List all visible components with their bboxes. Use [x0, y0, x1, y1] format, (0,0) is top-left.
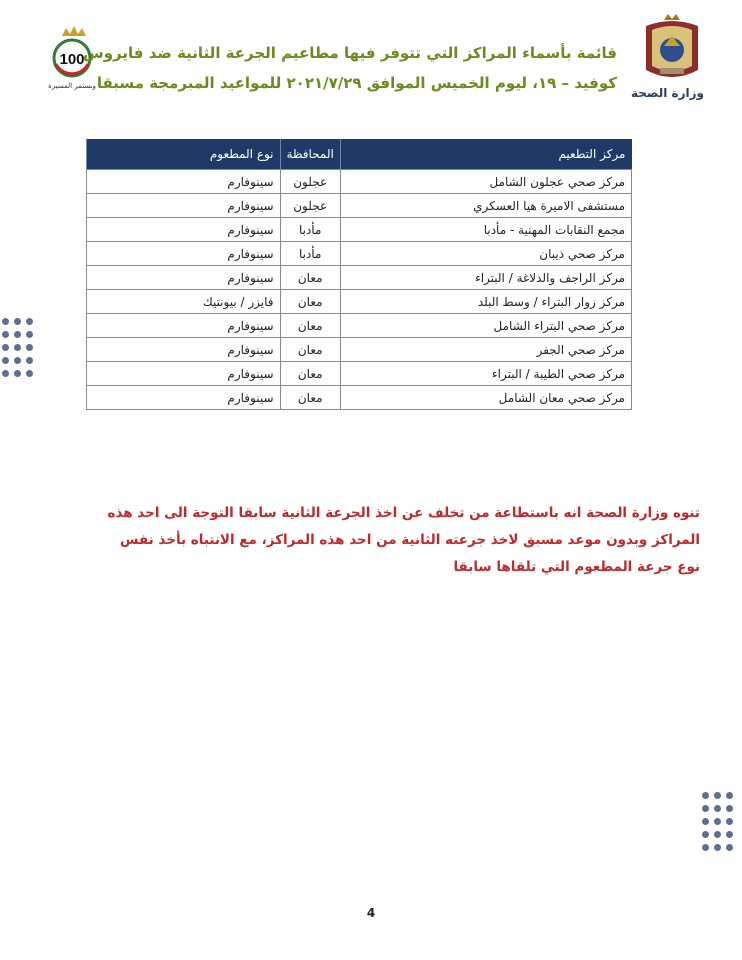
vaccine-cell: فايزر / بيونتيك	[87, 290, 281, 314]
table-row	[87, 218, 632, 242]
governorate-cell: معان	[280, 386, 340, 410]
center-cell: مركز صحي البتراء الشامل	[340, 314, 631, 338]
governorate-cell: عجلون	[280, 194, 340, 218]
center-cell: مركز صحي الجفر	[340, 338, 631, 362]
vaccine-cell: سينوفارم	[87, 218, 281, 242]
column-header-vaccine: نوع المطعوم	[87, 139, 281, 170]
table-row	[87, 362, 632, 386]
center-cell: مركز صحي الطيبة / البتراء	[340, 362, 631, 386]
governorate-cell: معان	[280, 362, 340, 386]
decorative-dot-grid-left	[0, 318, 40, 380]
center-cell: مركز صحي عجلون الشامل	[340, 170, 631, 194]
center-cell: مركز الراجف والدلاغة / البتراء	[340, 266, 631, 290]
ministry-notice: تنوه وزارة الصحة انه باستطاعة من تخلف عن اخذ الجرعة الثانية سابقا التوجة الى احد هذه المراكز وبدون موعد مسبق لاخذ جرعته الثانية من احد هذه المراكز، مع الانتباه بأخذ نفس نوع جرعة المطعوم التي تلقاها سابقا	[107, 505, 700, 575]
table-row	[87, 338, 632, 362]
page-title-line2: كوفيد – ١٩، ليوم الخميس الموافق ٢٠٢١/٧/٢٩ للمواعيد المبرمجة مسبقا	[96, 74, 617, 92]
vaccine-cell: سينوفارم	[87, 386, 281, 410]
governorate-cell: معان	[280, 314, 340, 338]
governorate-cell: مأدبا	[280, 242, 340, 266]
vaccine-cell: سينوفارم	[87, 242, 281, 266]
vaccine-cell: سينوفارم	[87, 194, 281, 218]
ministry-caption: وزارة الصحة	[630, 86, 704, 100]
table-row	[87, 314, 632, 338]
center-cell: مركز زوار البتراء / وسط البلد	[340, 290, 631, 314]
column-header-center: مركز التطعيم	[340, 139, 631, 170]
vaccine-cell: سينوفارم	[87, 362, 281, 386]
governorate-cell: معان	[280, 338, 340, 362]
centenary-number: 100	[59, 51, 85, 68]
column-header-governorate: المحافظة	[280, 139, 340, 170]
center-cell: مستشفى الاميرة هيا العسكري	[340, 194, 631, 218]
center-cell: مركز صحي ذيبان	[340, 242, 631, 266]
page-number: 4	[366, 906, 376, 920]
vaccine-cell: سينوفارم	[87, 170, 281, 194]
governorate-cell: عجلون	[280, 170, 340, 194]
table-row	[87, 290, 632, 314]
table-row	[87, 266, 632, 290]
page-header	[0, 0, 742, 120]
vaccine-cell: سينوفارم	[87, 338, 281, 362]
decorative-dot-grid-right	[700, 792, 740, 854]
governorate-cell: معان	[280, 266, 340, 290]
table-row	[87, 242, 632, 266]
centenary-caption: ونستمر المسيرة	[48, 82, 96, 90]
table-header-row	[87, 139, 632, 170]
governorate-cell: مأدبا	[280, 218, 340, 242]
table-row	[87, 170, 632, 194]
vaccine-cell: سينوفارم	[87, 266, 281, 290]
table-row	[87, 386, 632, 410]
governorate-cell: معان	[280, 290, 340, 314]
page-title-line1: قائمة بأسماء المراكز التي تتوفر فيها مطاعيم الجرعة الثانية ضد فايروس	[83, 44, 617, 62]
vaccine-cell: سينوفارم	[87, 314, 281, 338]
table-row	[87, 194, 632, 218]
center-cell: مجمع النقابات المهنية - مأدبا	[340, 218, 631, 242]
center-cell: مركز صحي معان الشامل	[340, 386, 631, 410]
vaccination-centers-table	[86, 139, 632, 410]
